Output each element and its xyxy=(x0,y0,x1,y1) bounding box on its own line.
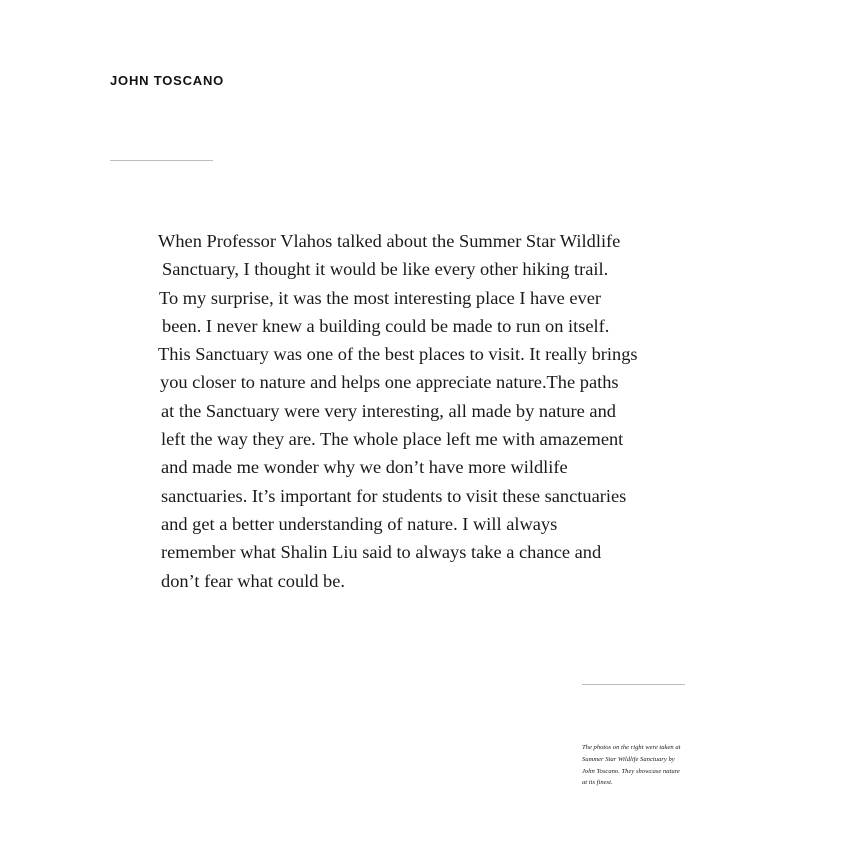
essay-line: Sanctuary, I thought it would be like every other hiking trail. xyxy=(162,259,609,280)
essay-text xyxy=(158,227,638,595)
photo-caption xyxy=(582,742,694,789)
essay-line: and made me wonder why we don’t have more wildlife xyxy=(161,457,568,478)
essay-line: To my surprise, it was the most interesting place I have ever xyxy=(159,287,602,308)
essay-line: This Sanctuary was one of the best places to visit. It really brings xyxy=(158,344,638,365)
essay-line: sanctuaries. It’s important for students to visit these sanctuaries xyxy=(161,485,627,506)
essay-line: and get a better understanding of nature. I will always xyxy=(161,513,558,534)
essay-line: at the Sanctuary were very interesting, all made by nature and xyxy=(161,400,616,421)
caption-line: The photos on the right were taken at xyxy=(582,744,681,751)
caption-line: at its finest. xyxy=(582,779,613,787)
bottom-divider xyxy=(582,684,685,685)
essay-line: When Professor Vlahos talked about the Summer Star Wildlife xyxy=(158,231,621,251)
essay-line: been. I never knew a building could be made to run on itself. xyxy=(162,315,610,336)
author-name: JOHN TOSCANO xyxy=(110,73,225,88)
top-divider xyxy=(110,160,213,161)
essay-line: you closer to nature and helps one appreciate nature.The paths xyxy=(160,372,619,393)
caption-line: Summer Star Wildlife Sanctuary by xyxy=(582,755,675,763)
essay-line: left the way they are. The whole place left me with amazement xyxy=(161,429,624,450)
essay-line: remember what Shalin Liu said to always take a chance and xyxy=(161,542,602,563)
essay-line: don’t fear what could be. xyxy=(161,570,346,591)
caption-line: John Toscano. They showcase nature xyxy=(582,767,680,775)
